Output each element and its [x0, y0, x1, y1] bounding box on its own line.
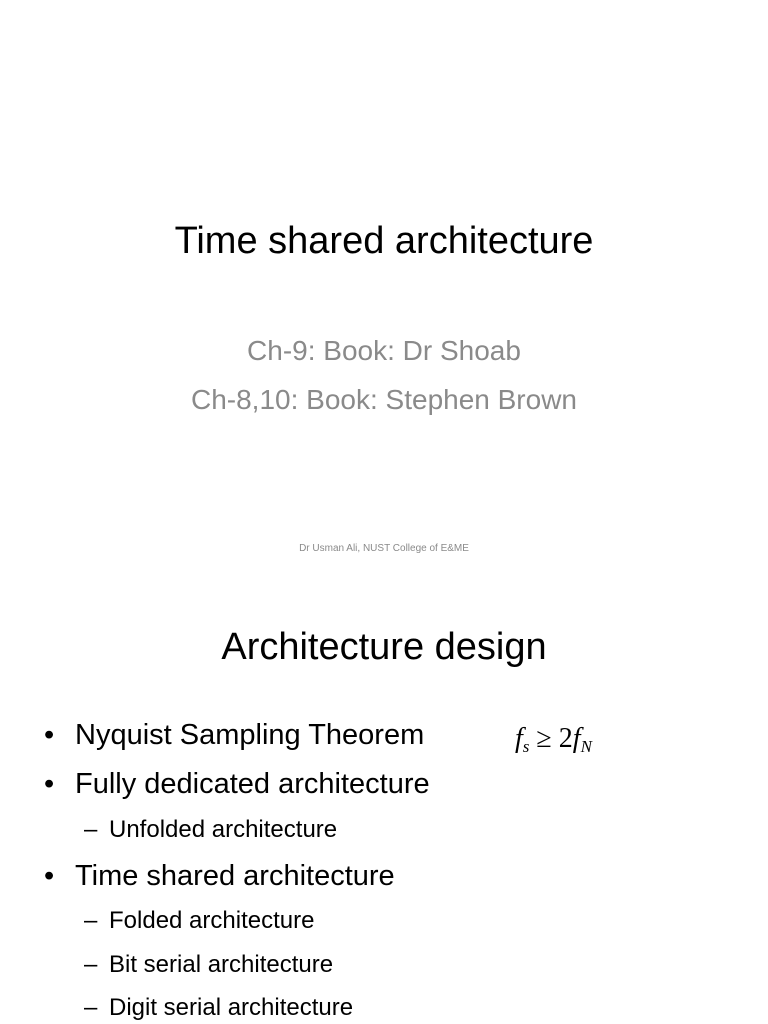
subtitle-line-1: Ch-9: Book: Dr Shoab: [247, 335, 521, 366]
sub-bullet-text: Digit serial architecture: [109, 994, 354, 1021]
bullet-item: [44, 717, 425, 753]
sub-bullet-item: [84, 815, 338, 845]
slide-title-heading: Time shared architecture: [174, 220, 594, 262]
dash-marker: –: [84, 907, 98, 934]
bullet-marker: •: [44, 860, 55, 892]
slide-architecture-design: [0, 576, 768, 1024]
subtitle-line-2: Ch-8,10: Book: Stephen Brown: [190, 384, 577, 415]
bullet-text: Time shared architecture: [75, 860, 395, 892]
bullet-item: [44, 858, 395, 894]
sub-bullet-text: Folded architecture: [109, 907, 315, 934]
bullet-text: Nyquist Sampling Theorem: [75, 719, 425, 751]
bullet-text: Fully dedicated architecture: [75, 768, 430, 800]
bullet-marker: •: [44, 768, 55, 800]
sub-bullet-text: Bit serial architecture: [109, 951, 334, 978]
sub-bullet-item: [84, 906, 315, 936]
dash-marker: –: [84, 994, 98, 1021]
slide-footer: Dr Usman Ali, NUST College of E&ME: [299, 543, 469, 554]
slide-heading: Architecture design: [221, 626, 547, 668]
bullet-marker: •: [44, 719, 55, 751]
dash-marker: –: [84, 951, 98, 978]
sub-bullet-text: Unfolded architecture: [109, 816, 338, 843]
sub-bullet-item: [84, 993, 354, 1023]
nyquist-formula: $f_s \ge 2f_N$: [515, 723, 592, 756]
dash-marker: –: [84, 816, 98, 843]
sub-bullet-item: [84, 950, 334, 980]
bullet-item: [44, 766, 430, 802]
